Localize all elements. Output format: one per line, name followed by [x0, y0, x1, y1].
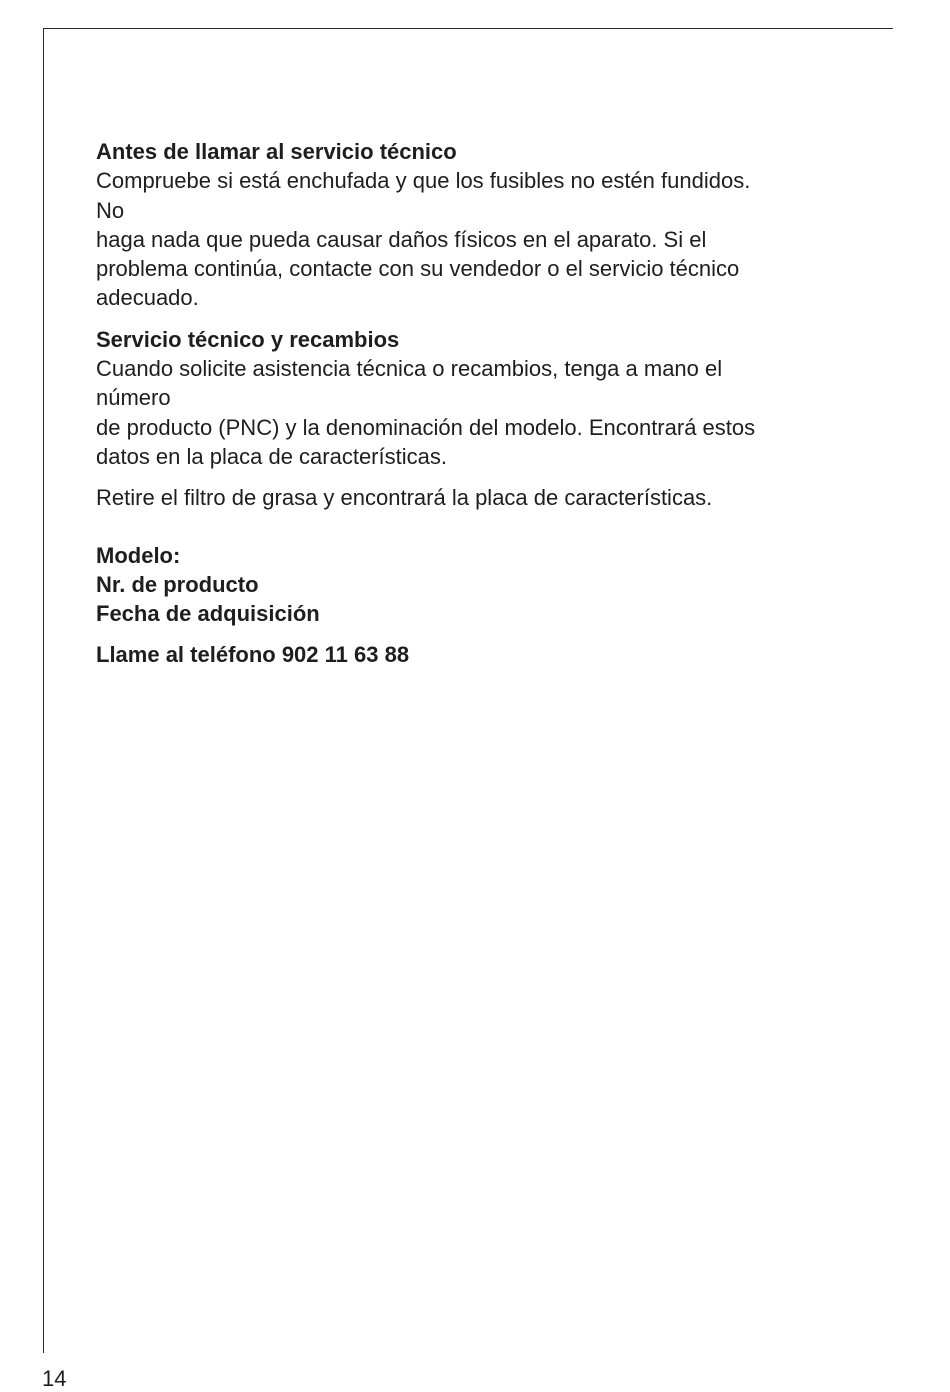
- paragraph-line: número: [96, 385, 171, 411]
- paragraph-line: Retire el filtro de grasa y encontrará la placa de características.: [96, 485, 713, 511]
- retire-filter-note: [96, 483, 876, 512]
- purchase-date-field-label: Fecha de adquisición: [96, 601, 320, 627]
- paragraph-line: datos en la placa de características.: [96, 443, 447, 469]
- page-frame-top-rule: [43, 28, 893, 29]
- paragraph-line: Compruebe si está enchufada y que los fusibles no estén fundidos.: [96, 168, 751, 194]
- paragraph-line: de producto (PNC) y la denominación del modelo. Encontrará estos: [96, 414, 756, 440]
- phone-contact: [96, 640, 876, 669]
- document-body: [96, 137, 876, 670]
- page-frame-left-rule: [43, 28, 44, 1353]
- section-heading: Antes de llamar al servicio técnico: [96, 139, 457, 164]
- paragraph-line: Cuando solicite asistencia técnica o recambios, tenga a mano el: [96, 356, 723, 382]
- product-info-fields: [96, 541, 876, 629]
- paragraph-line: adecuado.: [96, 285, 199, 311]
- paragraph-line: No: [96, 197, 125, 223]
- section-service-and-parts: [96, 325, 876, 471]
- phone-line: Llame al teléfono 902 11 63 88: [96, 642, 410, 668]
- product-number-field-label: Nr. de producto: [96, 571, 259, 597]
- paragraph-line: problema continúa, contacte con su vendedor o el servicio técnico: [96, 256, 740, 282]
- section-before-calling-service: [96, 137, 876, 313]
- model-field-label: Modelo:: [96, 542, 181, 568]
- section-heading: Servicio técnico y recambios: [96, 326, 400, 352]
- page-number: 14: [42, 1366, 67, 1391]
- paragraph-line: haga nada que pueda causar daños físicos en el aparato. Si el: [96, 226, 707, 252]
